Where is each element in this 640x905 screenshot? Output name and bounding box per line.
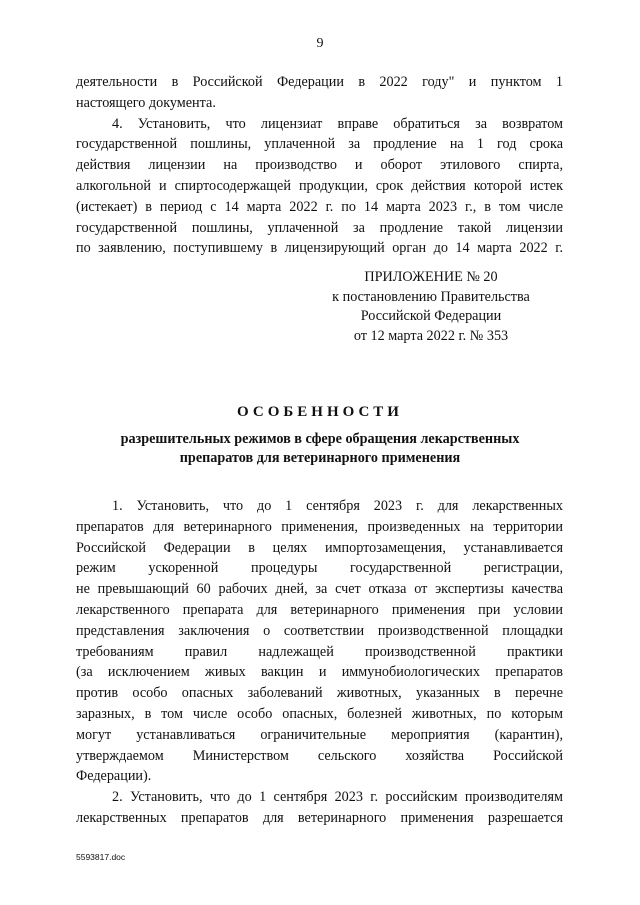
appendix-line: к постановлению Правительства xyxy=(332,288,530,305)
text-line: против особо опасных заболеваний животных, указанных в перечне xyxy=(76,685,563,702)
footer-file-code: 5593817.doc xyxy=(76,852,126,862)
subtitle-line: препаратов для ветеринарного применения xyxy=(179,450,461,466)
text-line: не превышающий 60 рабочих дней, за счет отказа от экспертизы качества xyxy=(76,581,563,598)
text-line: представления заключения о соответствии производственной площадки xyxy=(76,622,563,639)
intro-section xyxy=(76,72,563,259)
appendix-title: ПРИЛОЖЕНИЕ № 20 xyxy=(364,269,498,285)
text-line: Федерации). xyxy=(76,768,152,785)
text-line: по заявлению, поступившему в лицензирующий орган до 14 марта 2022 г. xyxy=(76,240,563,257)
text-line: лекарственных препаратов для ветеринарного применения разрешается xyxy=(76,809,563,826)
text-line: (истекает) в период с 14 марта 2022 г. по 14 марта 2023 г., в том числе xyxy=(76,198,563,215)
body-section xyxy=(76,496,563,829)
text-line: режим ускоренной процедуры государственной регистрации, xyxy=(76,560,563,577)
text-line: алкогольной и спиртосодержащей продукции, срок действия которой истек xyxy=(76,177,563,194)
page-number: 9 xyxy=(316,36,324,51)
text-line: настоящего документа. xyxy=(76,94,216,111)
text-line: (за исключением живых вакцин и иммунобиологических препаратов xyxy=(76,664,563,681)
text-line: деятельности в Российской Федерации в 2022 году" и пунктом 1 xyxy=(76,74,563,90)
text-line: государственной пошлины, уплаченной за продление такой лицензии xyxy=(76,219,563,236)
text-line: 1. Установить, что до 1 сентября 2023 г. для лекарственных xyxy=(112,498,563,514)
text-line: государственной пошлины, уплаченной за продление на 1 год срока xyxy=(76,136,563,153)
appendix-header xyxy=(300,268,562,346)
document-subtitle xyxy=(90,430,550,468)
text-line: утверждаемом Министерством сельского хозяйства Российской xyxy=(76,747,563,764)
text-line: могут устанавливаться ограничительные мероприятия (карантин), xyxy=(76,726,563,743)
text-line: лекарственного препарата для ветеринарного применения при условии xyxy=(76,601,563,618)
text-line: заразных, в том числе особо опасных, болезней животных, по которым xyxy=(76,705,563,722)
appendix-line: от 12 марта 2022 г. № 353 xyxy=(353,327,509,344)
text-line: Российской Федерации в целях импортозамещения, устанавливается xyxy=(76,539,563,556)
text-line: 2. Установить, что до 1 сентября 2023 г. российским производителям xyxy=(112,789,563,806)
appendix-line: Российской Федерации xyxy=(360,308,502,325)
document-title: ОСОБЕННОСТИ xyxy=(237,404,403,420)
text-line: препаратов для ветеринарного применения, произведенных на территории xyxy=(76,518,563,535)
text-line: требованиям правил надлежащей производственной практики xyxy=(76,643,563,660)
subtitle-line: разрешительных режимов в сфере обращения лекарственных xyxy=(120,431,520,447)
text-line: действия лицензии на производство и оборот этилового спирта, xyxy=(76,157,563,174)
text-line: 4. Установить, что лицензиат вправе обратиться за возвратом xyxy=(112,115,563,132)
